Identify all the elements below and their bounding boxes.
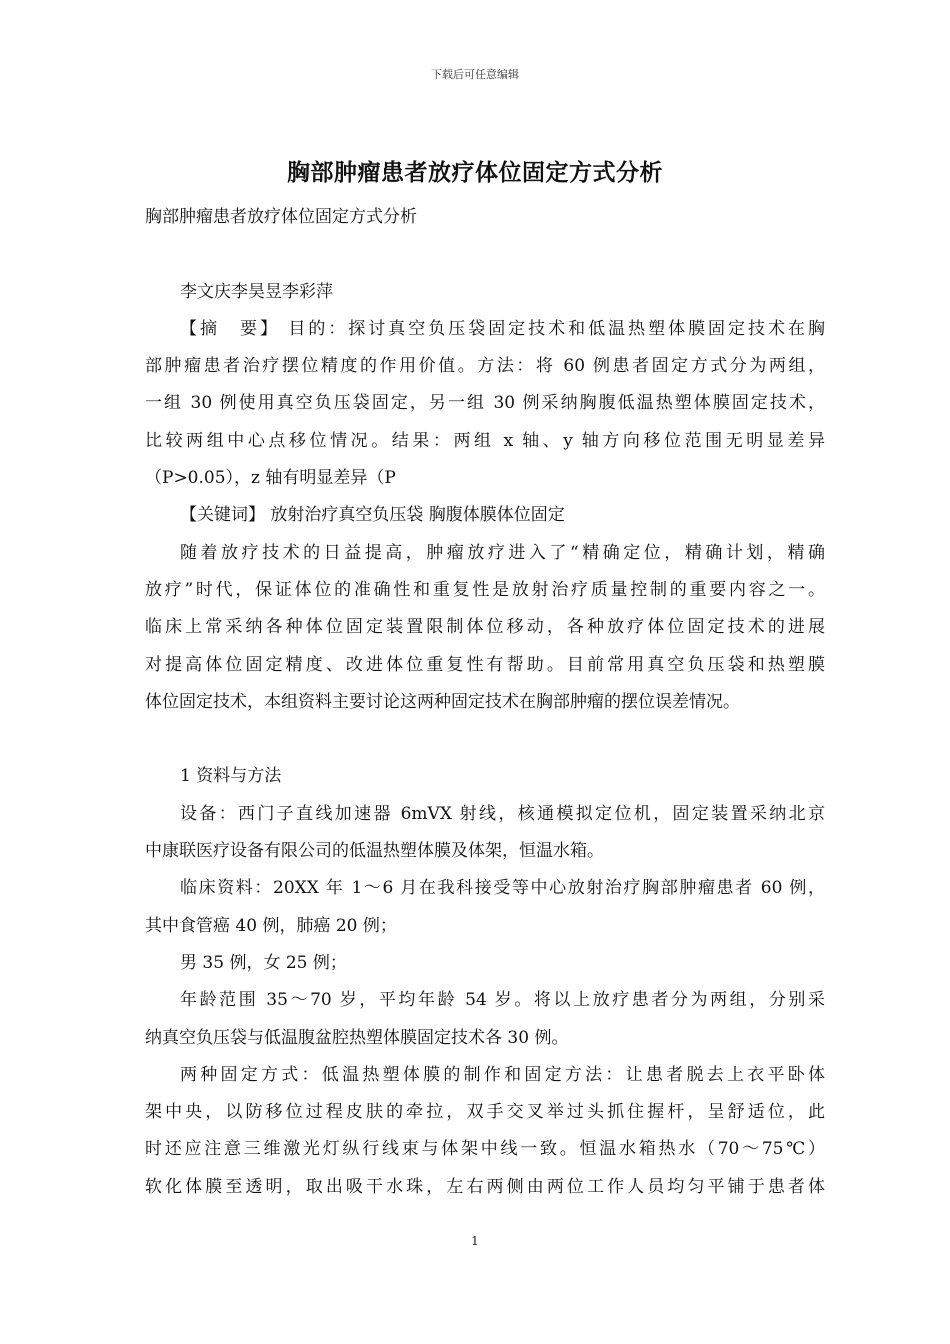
abstract-line: 一组 30 例使用真空负压袋固定，另一组 30 例采纳胸腹低温热塑体膜固定技术， bbox=[145, 393, 825, 414]
intro-line: 对提高体位固定精度、改进体位重复性有帮助。目前常用真空负压袋和热塑膜 bbox=[145, 654, 825, 675]
intro-line: 临床上常采纳各种体位固定装置限制体位移动，各种放疗体位固定技术的进展 bbox=[145, 617, 825, 638]
subtitle: 胸部肿瘤患者放疗体位固定方式分析 bbox=[145, 207, 417, 227]
section-heading: 1 资料与方法 bbox=[180, 766, 282, 787]
spacer bbox=[145, 721, 825, 758]
method-line: 两种固定方式：低温热塑体膜的制作和固定方法：让患者脱去上衣平卧体 bbox=[180, 1064, 825, 1085]
age-line: 年龄范围 35～70 岁，平均年龄 54 岁。将以上放疗患者分为两组，分别采 bbox=[180, 990, 825, 1011]
intro-line: 体位固定技术，本组资料主要讨论这两种固定技术在胸部肿瘤的摆位误差情况。 bbox=[145, 691, 740, 712]
document-body bbox=[145, 199, 825, 1206]
page-header: 下载后可任意编辑 bbox=[431, 68, 519, 81]
age-line: 纳真空负压袋与低温腹盆腔热塑体膜固定技术各 30 例。 bbox=[145, 1027, 569, 1048]
page-number: 1 bbox=[471, 1234, 479, 1248]
authors: 李文庆李昊昱李彩萍 bbox=[180, 281, 333, 302]
keywords: 【关键词】 放射治疗真空负压袋 胸腹体膜体位固定 bbox=[180, 505, 565, 526]
abstract-line: （P>0.05），z 轴有明显差异（P bbox=[145, 468, 396, 489]
clinical-line: 临床资料：20XX 年 1～6 月在我科接受等中心放射治疗胸部肿瘤患者 60 例， bbox=[180, 878, 825, 899]
equipment-line: 中康联医疗设备有限公司的低温热塑体膜及体架，恒温水箱。 bbox=[145, 841, 604, 862]
document-title: 胸部肿瘤患者放疗体位固定方式分析 bbox=[287, 160, 663, 186]
intro-line: 放疗”时代，保证体位的准确性和重复性是放射治疗质量控制的重要内容之一。 bbox=[145, 579, 825, 600]
method-line: 时还应注意三维激光灯纵行线束与体架中线一致。恒温水箱热水（70～75℃） bbox=[145, 1139, 825, 1160]
gender-line: 男 35 例，女 25 例； bbox=[180, 952, 347, 973]
abstract-line: 【摘 要】 目的：探讨真空负压袋固定技术和低温热塑体膜固定技术在胸 bbox=[180, 318, 825, 339]
equipment-line: 设备：西门子直线加速器 6mVX 射线，核通模拟定位机，固定装置采纳北京 bbox=[180, 803, 825, 824]
abstract-line: 部肿瘤患者治疗摆位精度的作用价值。方法：将 60 例患者固定方式分为两组， bbox=[145, 356, 825, 377]
method-line: 软化体膜至透明，取出吸干水珠，左右两侧由两位工作人员均匀平铺于患者体 bbox=[145, 1176, 825, 1197]
intro-line: 随着放疗技术的日益提高，肿瘤放疗进入了“精确定位，精确计划，精确 bbox=[180, 542, 825, 563]
clinical-line: 其中食管癌 40 例，肺癌 20 例； bbox=[145, 915, 397, 936]
spacer bbox=[145, 236, 825, 273]
abstract-line: 比较两组中心点移位情况。结果：两组 x 轴、y 轴方向移位范围无明显差异 bbox=[145, 430, 825, 451]
method-line: 架中央，以防移位过程皮肤的牵拉，双手交叉举过头抓住握杆，呈舒适位，此 bbox=[145, 1102, 825, 1123]
